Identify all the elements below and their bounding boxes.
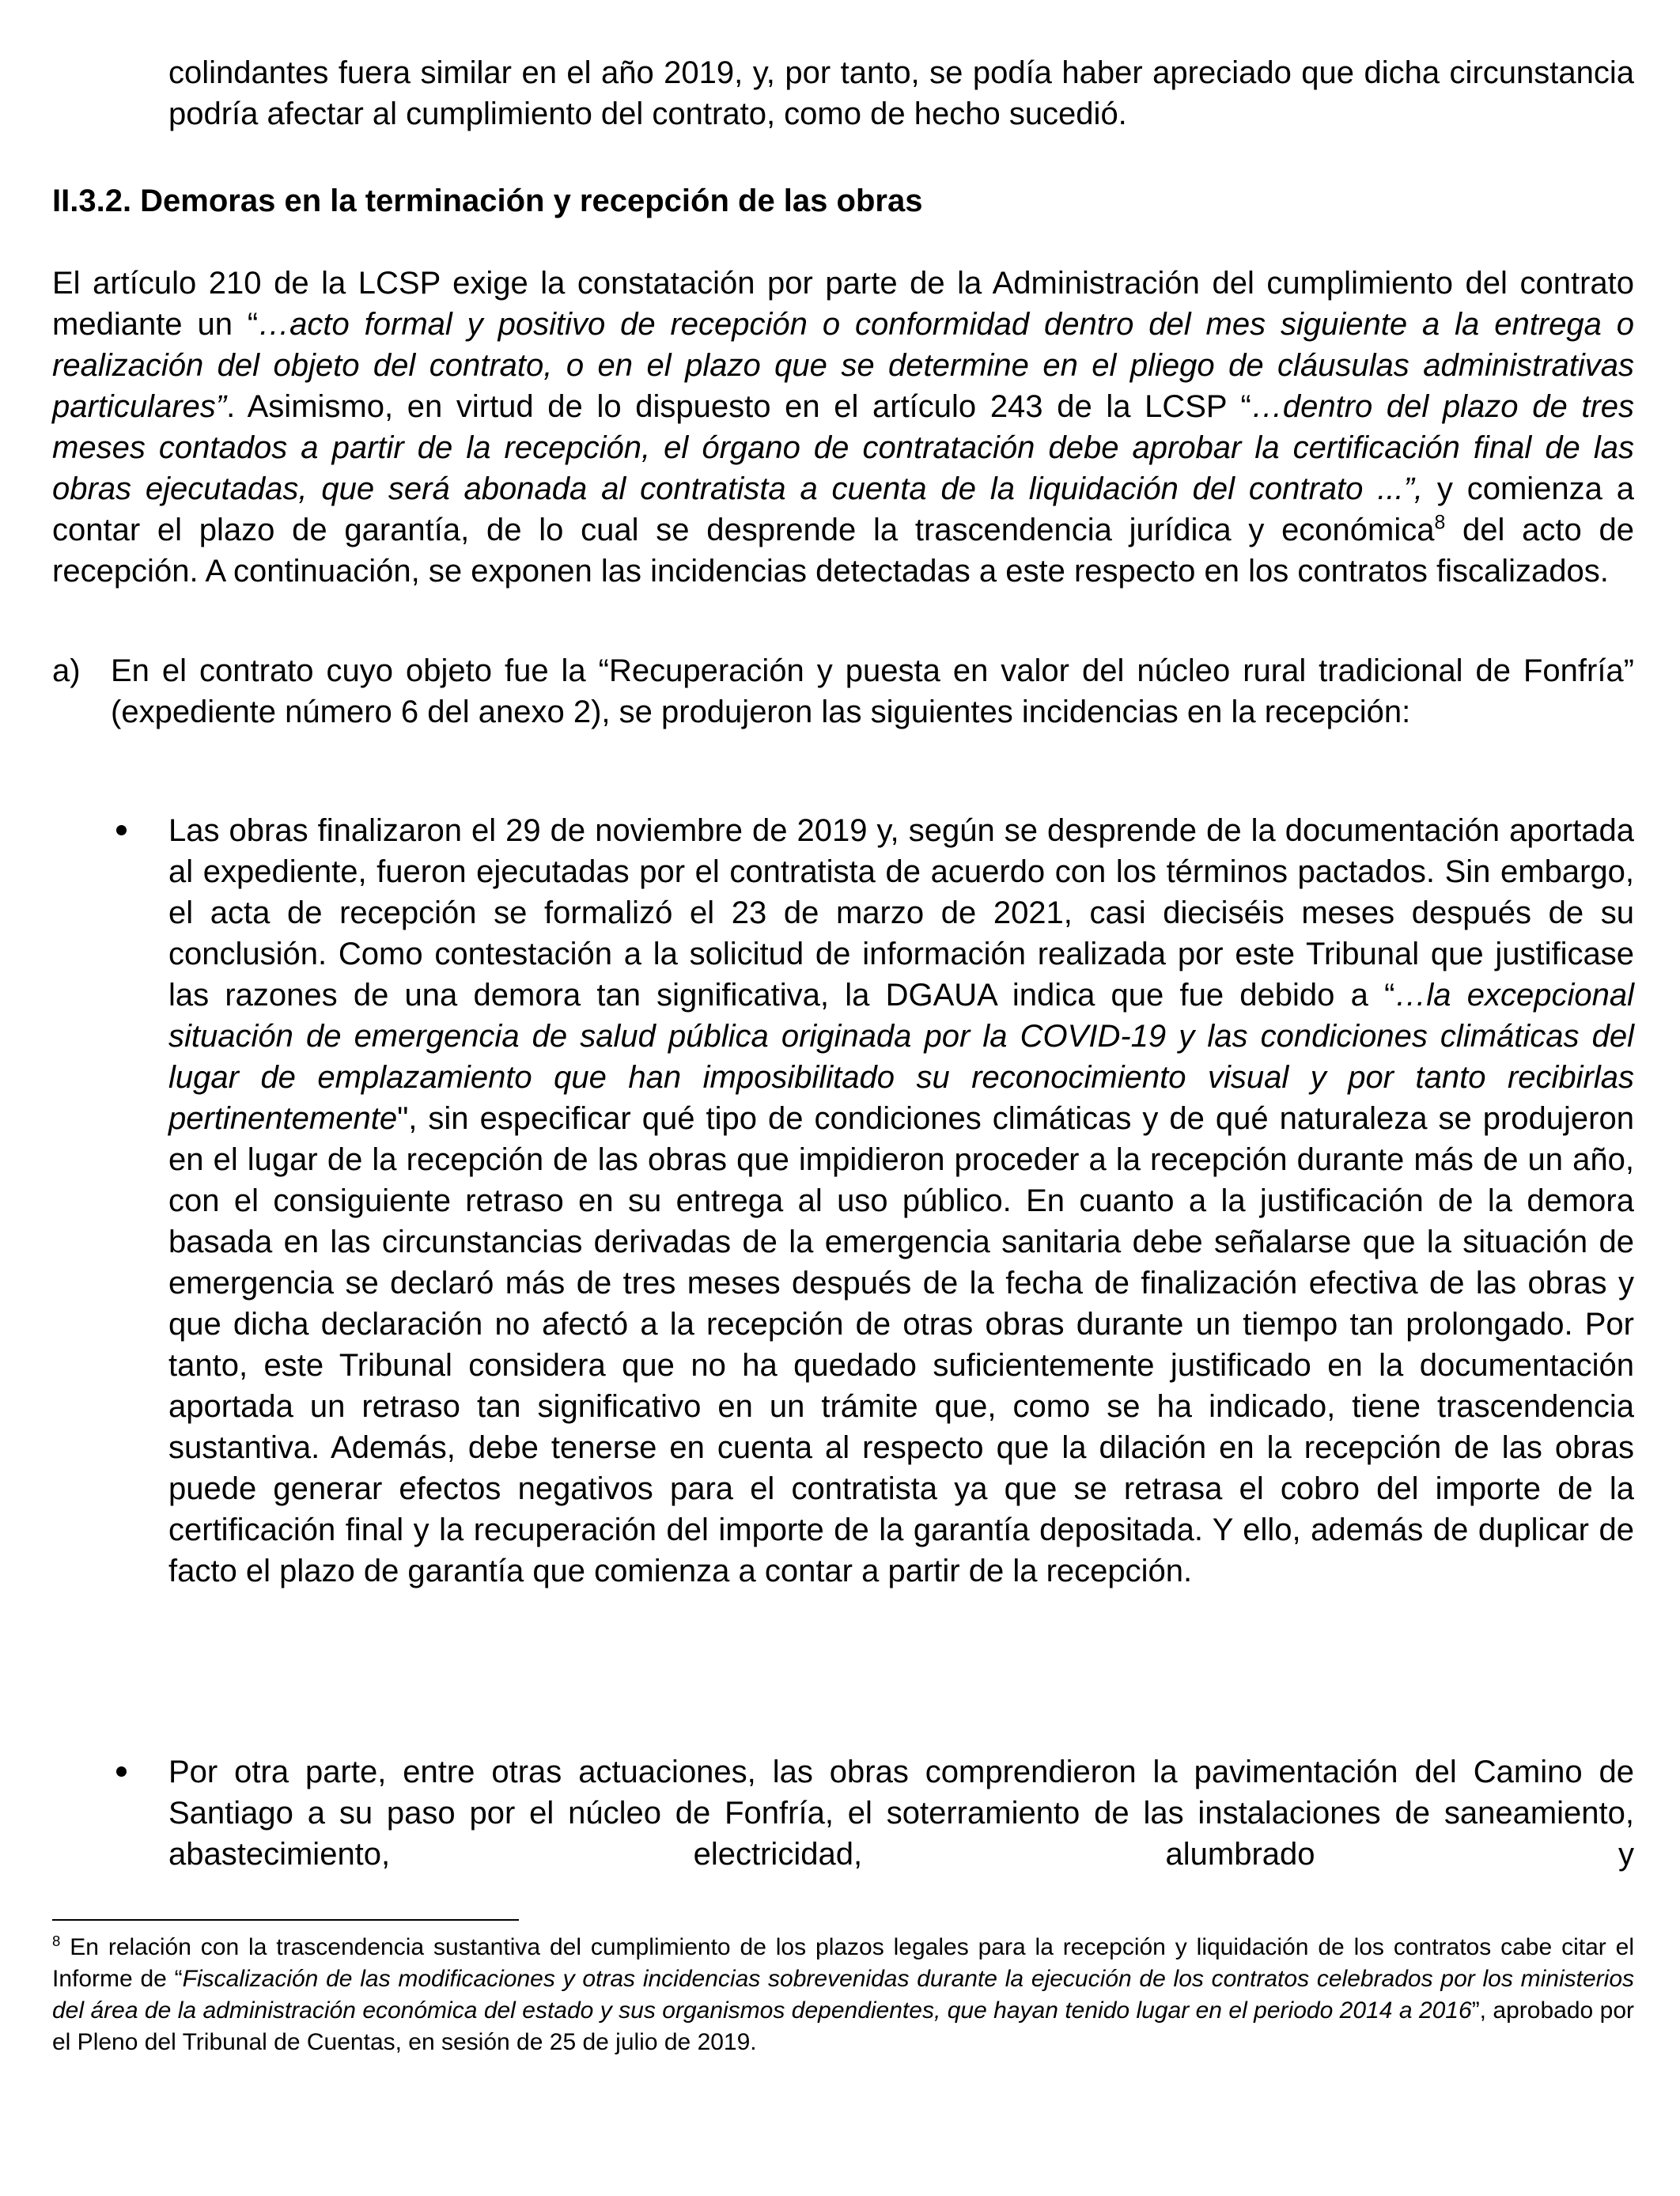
intro-text-2: . Asimismo, en virtud de lo dispuesto en el artículo 243 de la LCSP “ <box>226 389 1251 424</box>
bullet-1-dot <box>116 825 127 835</box>
intro-quote-1: …acto formal y positivo de recepción o conformidad dentro del mes siguiente a la entrega o realización del objeto del contrato, o en el plazo que se determine en el pliego de cláusulas administrativas particulares” <box>52 307 1634 424</box>
footnote-text-2: ”, aprobado por el Pleno del Tribunal de Cuentas, en sesión de 25 de julio de 2019. <box>52 1997 1634 2055</box>
footnote-text-1: En relación con la trascendencia sustantiva del cumplimiento de los plazos legales para la recepción y liquidación de los contratos cabe citar el Informe de “ <box>52 1934 1634 1992</box>
footnote-reference[interactable]: 8 <box>1434 512 1446 534</box>
item-a-paragraph: En el contrato cuyo objeto fue la “Recuperación y puesta en valor del núcleo rural tradicional de Fonfría” (expediente número 6 del anexo 2), se produjeron las siguientes incidencias en la recepción: <box>111 653 1634 729</box>
item-a-marker: a) <box>52 653 81 688</box>
intro-quote-2: …dentro del plazo de tres meses contados a partir de la recepción, el órgano de contratación debe aprobar la certificación final de las obras ejecutadas, que será abonada al contratista a cuenta de la liquidación del contrato ...”, <box>52 389 1635 506</box>
intro-text-3: y comienza a contar el plazo de garantía, de lo cual se desprende la trascendencia jurídica y económica <box>52 471 1634 547</box>
bullet-2-paragraph: Por otra parte, entre otras actuaciones, las obras comprendieron la pavimentación del Camino de Santiago a su paso por el núcleo de Fonfría, el soterramiento de las instalaciones de saneamiento, abastecimiento, electricidad, alumbrado y <box>168 1755 1634 1872</box>
bullet-1-quote: …la excepcional situación de emergencia de salud pública originada por la COVID-19 y las condiciones climáticas del lugar de emplazamiento que han imposibilitado su reconocimiento visual y por tanto recibirlas pertinentemente <box>168 978 1634 1136</box>
footnote-8 <box>52 1932 1634 2058</box>
bullet-1-text-1: Las obras finalizaron el 29 de noviembre de 2019 y, según se desprende de la documentación aportada al expediente, fueron ejecutadas por el contratista de acuerdo con los términos pactados. Sin embargo, el acta de recepción se formalizó el 23 de marzo de 2021, casi dieciséis meses después de su conclusión. Como contestación a la solicitud de información realizada por este Tribunal que justificase las razones de una demora tan significativa, la DGAUA indica que fue debido a “ <box>168 813 1634 1013</box>
footnote-separator <box>52 1919 519 1921</box>
section-heading: II.3.2. Demoras en la terminación y recepción de las obras <box>52 184 923 218</box>
continuation-paragraph: colindantes fuera similar en el año 2019, y, por tanto, se podía haber apreciado que dicha circunstancia podría afectar al cumplimiento del contrato, como de hecho sucedió. <box>168 55 1634 131</box>
intro-text-1: El artículo 210 de la LCSP exige la constatación por parte de la Administración del cumplimiento del contrato mediante un “ <box>52 266 1634 342</box>
bullet-2-dot <box>116 1766 127 1777</box>
intro-paragraph <box>52 263 1634 592</box>
footnote-number: 8 <box>52 1933 61 1949</box>
bullet-1-text-2: ", sin especificar qué tipo de condiciones climáticas y de qué naturaleza se produjeron en el lugar de la recepción de las obras que impidieron proceder a la recepción durante más de un año, con el consiguiente retraso en su entrega al uso público. En cuanto a la justificación de la demora basada en las circunstancias derivadas de la emergencia sanitaria debe señalarse que la situación de emergencia se declaró más de tres meses después de la fecha de finalización efectiva de las obras y que dicha declaración no afectó a la recepción de otras obras durante un tiempo tan prolongado. Por tanto, este Tribunal considera que no ha quedado suficientemente justificado en la documentación aportada un retraso tan significativo en un trámite que, como se ha indicado, tiene trascendencia sustantiva. Además, debe tenerse en cuenta al respecto que la dilación en la recepción de las obras puede generar efectos negativos para el contratista ya que se retrasa el cobro del importe de la certificación final y la recuperación del importe de la garantía depositada. Y ello, además de duplicar de facto el plazo de garantía que comienza a contar a partir de la recepción. <box>168 1101 1634 1588</box>
footnote-report-title: Fiscalización de las modificaciones y otras incidencias sobrevenidas durante la ejecución de los contratos celebrados por los ministerios del área de la administración económica del estado y sus organismos dependientes, que hayan tenido lugar en el periodo 2014 a 2016 <box>52 1966 1635 2024</box>
intro-text-4: del acto de recepción. A continuación, se exponen las incidencias detectadas a este respecto en los contratos fiscalizados. <box>52 513 1634 589</box>
bullet-1-paragraph <box>168 810 1634 1592</box>
